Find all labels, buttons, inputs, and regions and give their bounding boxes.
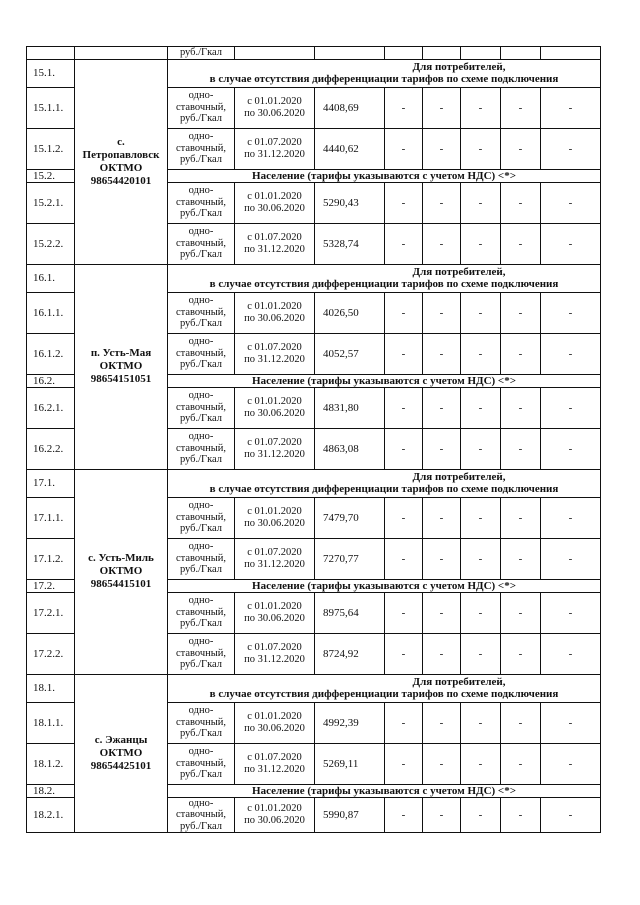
period-line: по 30.06.2020 [244,312,305,324]
unit-line: одно- [188,595,214,607]
consumer-heading-line1: Для потребителей, [412,266,506,278]
unit-line: руб./Гкал [179,659,223,671]
location-line: с. Эжанцы [94,733,148,746]
period-line: по 31.12.2020 [244,243,305,255]
unit-cell [168,128,235,169]
location-line: Петропавловск [82,148,160,161]
location-cell [75,59,168,264]
dash-cell: - [423,292,461,333]
dash-cell: - [461,592,501,633]
unit-line: ставочный, [175,552,227,564]
row-number: 16.1.1. [27,292,75,333]
period-line: по 30.06.2020 [244,202,305,214]
unit-cell [168,743,235,784]
dash-cell: - [385,633,423,674]
unit-line: руб./Гкал [179,618,223,630]
unit-line: ставочный, [175,347,227,359]
unit-line: руб./Гкал [179,728,223,740]
period-line: с 01.01.2020 [247,506,302,517]
consumer-heading-line2: в случае отсутствия дифференциации тарифов по схеме подключения [209,278,559,290]
unit-line: одно- [188,336,214,348]
period-line: с 01.07.2020 [247,437,302,448]
period-line: по 30.06.2020 [244,107,305,119]
consumer-header-row [27,59,601,87]
unit-cell [168,292,235,333]
tariff-value: 8975,64 [315,592,385,633]
section-number: 16.2. [27,374,75,387]
dash-cell: - [541,743,601,784]
unit-cell [168,333,235,374]
unit-cell: руб./Гкал [168,47,235,60]
dash-cell: - [385,182,423,223]
location-line: 98654425101 [90,759,152,772]
population-heading: Население (тарифы указываются с учетом НДС) <*> [168,784,601,797]
unit-line: одно- [188,636,214,648]
unit-line: ставочный, [175,196,227,208]
consumer-heading-line1: Для потребителей, [412,61,506,73]
location-line: ОКТМО [99,161,143,174]
dash-cell: - [461,743,501,784]
period-line: с 01.01.2020 [247,191,302,202]
dash-cell: - [501,497,541,538]
row-number: 15.1.1. [27,87,75,128]
period-line: по 30.06.2020 [244,814,305,826]
unit-cell [168,387,235,428]
unit-line: ставочный, [175,647,227,659]
empty-cell [501,47,541,60]
location-line: с. Усть-Миль [88,552,154,564]
period-cell [235,743,315,784]
dash-cell: - [461,497,501,538]
tariff-value: 7270,77 [315,538,385,579]
period-line: по 31.12.2020 [244,558,305,570]
empty-cell [423,47,461,60]
unit-line: руб./Гкал [179,564,223,576]
period-line: по 30.06.2020 [244,407,305,419]
section-number: 18.1. [27,674,75,702]
period-line: с 01.01.2020 [247,96,302,107]
dash-cell: - [461,292,501,333]
unit-line: ставочный, [175,716,227,728]
dash-cell: - [541,87,601,128]
unit-line: руб./Гкал [179,523,223,535]
period-line: по 31.12.2020 [244,148,305,160]
tariff-value: 5269,11 [315,743,385,784]
unit-line: ставочный, [175,809,227,820]
period-line: с 01.07.2020 [247,137,302,148]
dash-cell: - [501,87,541,128]
dash-cell: - [423,797,461,833]
dash-cell: - [501,592,541,633]
unit-line: ставочный, [175,237,227,249]
unit-line: ставочный, [175,442,227,454]
tariff-value: 5290,43 [315,182,385,223]
period-cell [235,797,315,833]
dash-cell: - [385,592,423,633]
dash-cell: - [423,333,461,374]
dash-cell: - [385,128,423,169]
consumer-heading-line1: Для потребителей, [412,676,506,688]
dash-cell: - [501,428,541,469]
dash-cell: - [423,592,461,633]
unit-line: руб./Гкал [179,154,223,166]
dash-cell: - [461,333,501,374]
unit-line: ставочный, [175,142,227,154]
population-heading: Население (тарифы указываются с учетом НДС) <*> [168,579,601,592]
period-line: с 01.01.2020 [247,396,302,407]
period-line: по 31.12.2020 [244,448,305,460]
dash-cell: - [541,592,601,633]
unit-line: одно- [188,226,214,238]
dash-cell: - [461,182,501,223]
row-number: 17.2.1. [27,592,75,633]
period-cell [235,87,315,128]
location-line: п. Усть-Мая [90,347,152,359]
dash-cell: - [541,797,601,833]
dash-cell: - [541,182,601,223]
empty-cell [75,47,168,60]
dash-cell: - [501,292,541,333]
dash-cell: - [541,497,601,538]
dash-cell: - [385,333,423,374]
unit-cell [168,702,235,743]
unit-line: одно- [188,90,214,102]
section-number: 17.2. [27,579,75,592]
unit-cell [168,497,235,538]
dash-cell: - [501,538,541,579]
unit-cell [168,797,235,833]
unit-cell [168,592,235,633]
period-line: с 01.07.2020 [247,642,302,653]
period-line: с 01.01.2020 [247,301,302,312]
period-line: с 01.07.2020 [247,752,302,763]
period-line: по 30.06.2020 [244,517,305,529]
tariff-value: 4408,69 [315,87,385,128]
period-line: по 31.12.2020 [244,353,305,365]
period-cell [235,333,315,374]
unit-line: руб./Гкал [179,113,223,125]
empty-cell [541,47,601,60]
unit-line: одно- [188,705,214,717]
dash-cell: - [461,538,501,579]
unit-cell [168,538,235,579]
unit-cell [168,182,235,223]
dash-cell: - [385,87,423,128]
dash-cell: - [541,387,601,428]
dash-cell: - [501,182,541,223]
consumer-heading [168,264,601,292]
row-number: 17.1.1. [27,497,75,538]
tariff-value: 4992,39 [315,702,385,743]
tariff-value: 4440,62 [315,128,385,169]
location-line: ОКТМО [99,360,143,372]
dash-cell: - [501,702,541,743]
dash-cell: - [423,182,461,223]
table-row-continued [27,47,601,60]
section-number: 15.2. [27,169,75,182]
section-number: 17.1. [27,469,75,497]
location-cell [75,264,168,469]
location-cell [75,674,168,833]
unit-line: одно- [188,185,214,197]
unit-cell [168,87,235,128]
unit-line: одно- [188,131,214,143]
unit-line: ставочный, [175,401,227,413]
period-cell [235,702,315,743]
location-line: с. [117,135,125,148]
consumer-header-row [27,469,601,497]
consumer-heading [168,469,601,497]
unit-line: одно- [188,431,214,443]
period-cell [235,538,315,579]
dash-cell: - [501,633,541,674]
section-number: 18.2. [27,784,75,797]
section-number: 16.1. [27,264,75,292]
dash-cell: - [385,387,423,428]
unit-line: руб./Гкал [179,318,223,330]
dash-cell: - [501,223,541,264]
unit-line: одно- [188,797,214,809]
row-number: 18.1.1. [27,702,75,743]
consumer-heading-line2: в случае отсутствия дифференциации тарифов по схеме подключения [209,73,559,85]
unit-line: ставочный, [175,306,227,318]
unit-cell [168,428,235,469]
unit-line: ставочный, [175,606,227,618]
period-line: по 31.12.2020 [244,763,305,775]
period-line: с 01.01.2020 [247,803,302,815]
period-cell [235,428,315,469]
row-number: 16.2.1. [27,387,75,428]
row-number: 17.1.2. [27,538,75,579]
period-line: с 01.07.2020 [247,342,302,353]
tariff-value: 5328,74 [315,223,385,264]
period-line: с 01.07.2020 [247,547,302,558]
dash-cell: - [501,128,541,169]
dash-cell: - [541,538,601,579]
period-cell [235,592,315,633]
consumer-heading [168,59,601,87]
dash-cell: - [541,702,601,743]
unit-line: руб./Гкал [179,820,223,832]
row-number: 17.2.2. [27,633,75,674]
unit-line: руб./Гкал [179,249,223,261]
location-line: 98654415101 [90,578,152,590]
population-heading: Население (тарифы указываются с учетом НДС) <*> [168,169,601,182]
unit-line: ставочный, [175,101,227,113]
period-cell [235,497,315,538]
period-cell [235,182,315,223]
period-line: с 01.01.2020 [247,711,302,722]
dash-cell: - [385,497,423,538]
consumer-heading [168,674,601,702]
period-cell [235,633,315,674]
unit-line: одно- [188,500,214,512]
dash-cell: - [461,633,501,674]
dash-cell: - [423,428,461,469]
dash-cell: - [423,538,461,579]
dash-cell: - [541,633,601,674]
unit-line: руб./Гкал [179,359,223,371]
location-cell [75,469,168,674]
empty-cell [461,47,501,60]
tariff-value: 7479,70 [315,497,385,538]
row-number: 18.1.2. [27,743,75,784]
dash-cell: - [385,797,423,833]
dash-cell: - [385,223,423,264]
location-line: 98654420101 [90,174,152,187]
dash-cell: - [423,743,461,784]
unit-line: руб./Гкал [179,208,223,220]
unit-line: ставочный, [175,511,227,523]
dash-cell: - [423,87,461,128]
period-line: по 30.06.2020 [244,612,305,624]
tariff-value: 4052,57 [315,333,385,374]
unit-cell [168,633,235,674]
dash-cell: - [541,428,601,469]
dash-cell: - [501,333,541,374]
dash-cell: - [423,387,461,428]
unit-line: руб./Гкал [179,769,223,781]
unit-line: одно- [188,390,214,402]
consumer-heading-line2: в случае отсутствия дифференциации тарифов по схеме подключения [209,688,559,700]
row-number: 16.2.2. [27,428,75,469]
row-number: 15.2.2. [27,223,75,264]
location-line: ОКТМО [99,746,143,759]
dash-cell: - [501,387,541,428]
consumer-heading-line1: Для потребителей, [412,471,506,483]
period-line: по 30.06.2020 [244,722,305,734]
period-cell [235,128,315,169]
period-line: по 31.12.2020 [244,653,305,665]
dash-cell: - [461,387,501,428]
location-line: ОКТМО [99,565,143,577]
dash-cell: - [423,128,461,169]
dash-cell: - [461,797,501,833]
dash-cell: - [385,428,423,469]
dash-cell: - [501,743,541,784]
period-line: с 01.07.2020 [247,232,302,243]
empty-cell [385,47,423,60]
unit-line: руб./Гкал [179,454,223,466]
tariff-table-page [26,46,600,833]
empty-cell [235,47,315,60]
population-heading: Население (тарифы указываются с учетом НДС) <*> [168,374,601,387]
period-line: с 01.01.2020 [247,601,302,612]
tariff-value: 4831,80 [315,387,385,428]
consumer-header-row [27,264,601,292]
tariff-value: 4863,08 [315,428,385,469]
consumer-heading-line2: в случае отсутствия дифференциации тарифов по схеме подключения [209,483,559,495]
unit-line: одно- [188,295,214,307]
tariff-table [26,46,601,833]
section-number: 15.1. [27,59,75,87]
dash-cell: - [423,633,461,674]
dash-cell: - [385,702,423,743]
dash-cell: - [461,428,501,469]
dash-cell: - [501,797,541,833]
dash-cell: - [541,333,601,374]
dash-cell: - [541,128,601,169]
tariff-value: 5990,87 [315,797,385,833]
dash-cell: - [385,743,423,784]
empty-cell [27,47,75,60]
dash-cell: - [461,702,501,743]
dash-cell: - [385,292,423,333]
unit-line: руб./Гкал [179,413,223,425]
dash-cell: - [423,702,461,743]
row-number: 16.1.2. [27,333,75,374]
period-cell [235,223,315,264]
tariff-value: 8724,92 [315,633,385,674]
unit-line: одно- [188,746,214,758]
dash-cell: - [461,128,501,169]
unit-cell [168,223,235,264]
empty-cell [315,47,385,60]
dash-cell: - [541,223,601,264]
dash-cell: - [385,538,423,579]
dash-cell: - [423,497,461,538]
row-number: 15.1.2. [27,128,75,169]
row-number: 18.2.1. [27,797,75,833]
dash-cell: - [423,223,461,264]
unit-line: ставочный, [175,757,227,769]
location-line: 98654151051 [90,373,152,385]
dash-cell: - [461,87,501,128]
period-cell [235,292,315,333]
row-number: 15.2.1. [27,182,75,223]
dash-cell: - [541,292,601,333]
period-cell [235,387,315,428]
dash-cell: - [461,223,501,264]
tariff-value: 4026,50 [315,292,385,333]
consumer-header-row [27,674,601,702]
unit-line: одно- [188,541,214,553]
